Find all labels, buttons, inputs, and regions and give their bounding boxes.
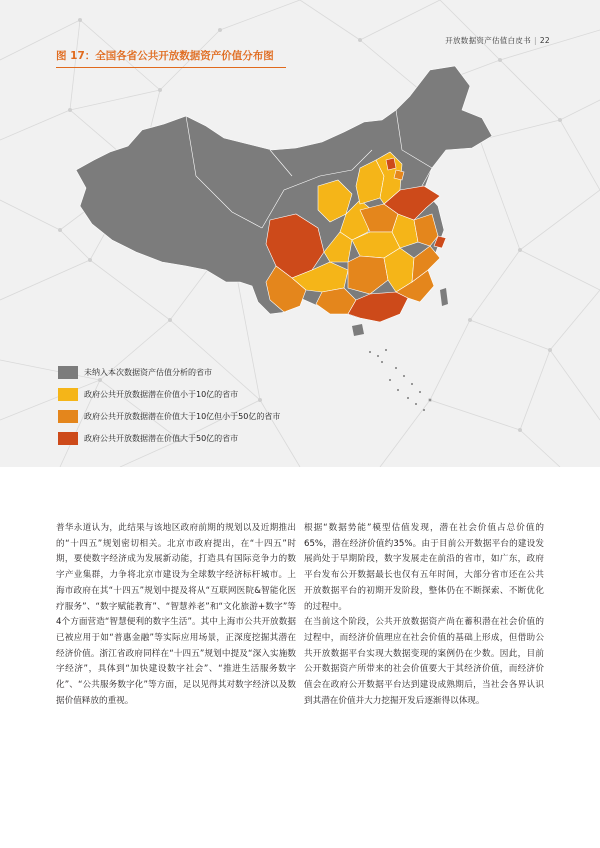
- left-paragraph: 普华永道认为，此结果与该地区政府前期的规划以及近期推出的“十四五”规划密切相关。北京市政府提出，在“十四五”时期，要使数字经济成为发展新动能，打造具有国际竞争力的数字产业集群，力争将北京市建设为全球数字经济标杆城市。上海市政府在其“十四五”规划中提及将从“互联网医院&智能化医疗服务”、“数字赋能教育”、“智慧养老”和“文化旅游+数字”等4个方面营造“智慧便利的数字生活”。其中上海市公共开放数据已被应用于如“普惠金融”等实际应用场景，正深度挖掘其潜在经济价值。浙江省政府同样在“十四五”规划中提及“深入实施数字经济”，具体到“加快建设数字社会”、“推进生活服务数字化”、“公共服务数字化”等方面，足以见得其对数字经济以及数据价值释放的重视。: [56, 523, 296, 706]
- page-number: 22: [539, 36, 550, 45]
- body-text: [56, 521, 544, 709]
- map-legend: [58, 362, 280, 450]
- legend-item: [58, 384, 280, 404]
- legend-item: [58, 428, 280, 448]
- legend-label: 政府公共开放数据潜在价值大于10亿但小于50亿的省市: [84, 411, 281, 421]
- right-paragraph-2: 在当前这个阶段，公共开放数据资产尚在蓄积潜在社会价值的过程中，而经济价值理应在社会价值的基础上形成，但借助公共开放数据平台实现大数据变现的案例仍在少数。因此，目前公开数据资产所带来的社会价值要大于其经济价值，而经济价值会在政府公开数据平台达到建设成熟期后，当社会各界认识到其潜在价值并大力挖掘开发后逐渐得以体现。: [304, 617, 544, 706]
- island-taiwan: [440, 288, 448, 306]
- province-beijing: [386, 158, 396, 170]
- legend-swatch-orange: [58, 410, 78, 423]
- island-hainan: [352, 324, 364, 336]
- right-column: [304, 521, 544, 709]
- figure-title: 图 17：全国各省公共开放数据资产价值分布图: [56, 50, 274, 62]
- running-header: [445, 35, 550, 46]
- title-underline: [56, 67, 286, 68]
- left-column: [56, 521, 296, 709]
- legend-label: 政府公共开放数据潜在价值小于10亿的省市: [84, 389, 239, 399]
- legend-item: [58, 406, 280, 426]
- header-separator: |: [534, 36, 537, 45]
- legend-item: [58, 362, 280, 382]
- legend-swatch-yellow: [58, 388, 78, 401]
- legend-label: 未纳入本次数据资产估值分析的省市: [84, 367, 212, 377]
- province-tianjin: [394, 170, 404, 180]
- legend-swatch-red: [58, 432, 78, 445]
- legend-swatch-grey: [58, 366, 78, 379]
- right-paragraph-1: 根据“数据势能”模型估值发现，潜在社会价值占总价值的65%，潜在经济价值约35%。由于目前公开数据平台的建设发展尚处于早期阶段，数字发展走在前沿的省市，如广东，政府平台发布公开数据最长也仅有五年时间，大部分省市还在公共开放数据平台的初期开发阶段，整体仍在不断探索、不断优化的过程中。: [304, 523, 544, 612]
- legend-label: 政府公共开放数据潜在价值大于50亿的省市: [84, 433, 239, 443]
- header-doc-title: 开放数据资产估值白皮书: [445, 36, 532, 45]
